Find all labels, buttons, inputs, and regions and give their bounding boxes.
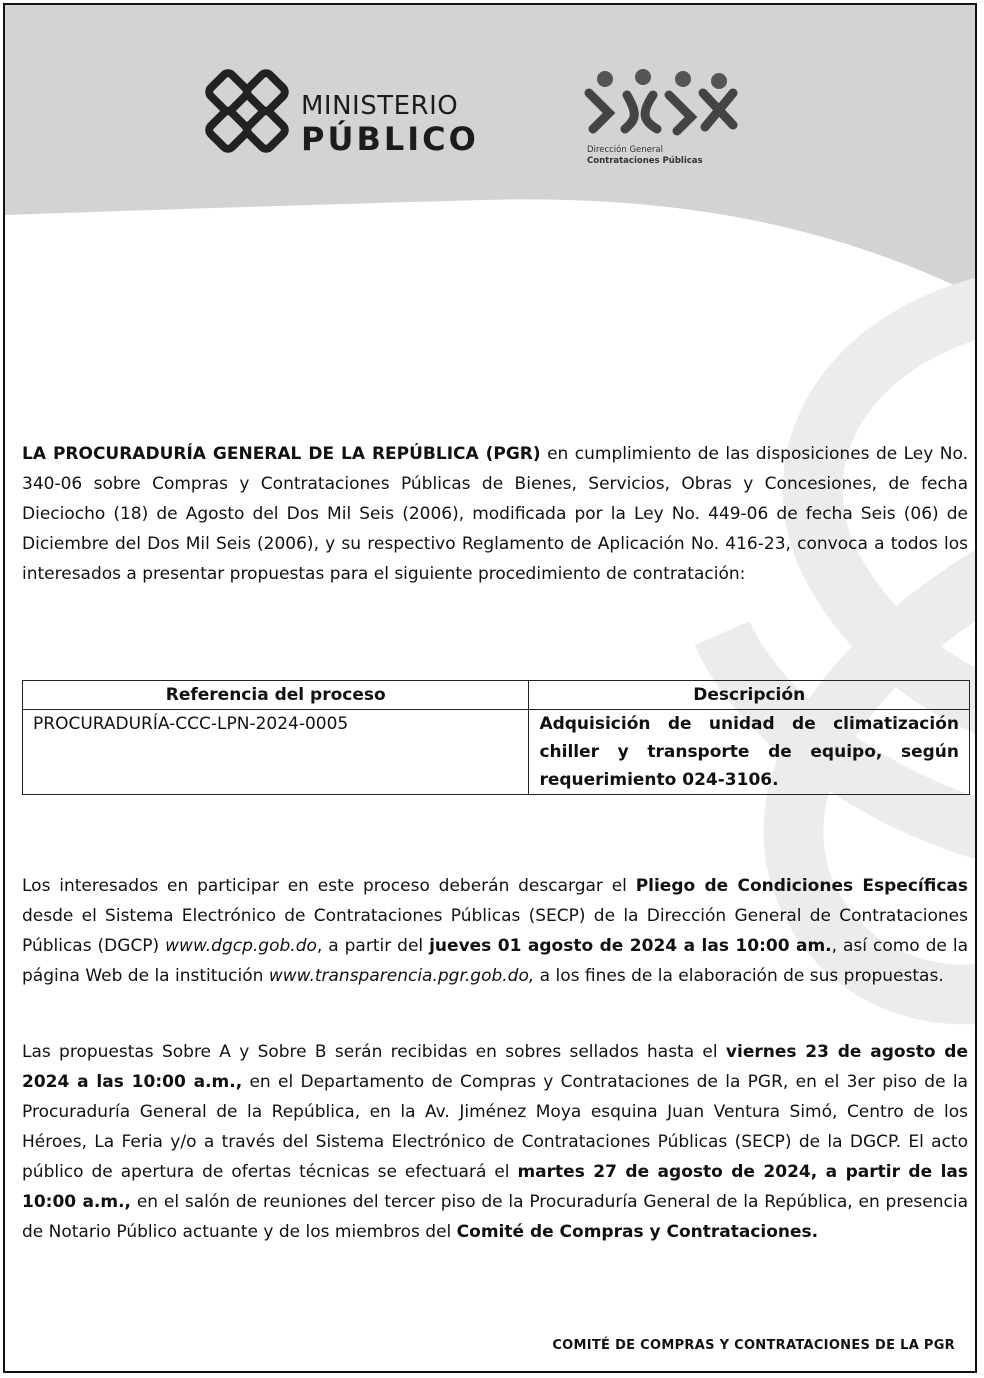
intro-text: en cumplimiento de las disposiciones de Ley No. 340-06 sobre Compras y Contrataciones Públicas de Bienes, Servicios, Obras y Concesiones, de fecha Dieciocho (18) de Agosto del Dos Mil Seis (2006), modificada por la Ley No. 449-06 de fecha Seis (06) de Diciembre del Dos Mil Seis (2006), y su respectivo Reglamento de Aplicación No. 416-23, convoca a todos los interesados a presentar propuestas para el siguiente procedimiento de contratación: — [22, 444, 968, 584]
p2-text-3: , a partir del — [316, 936, 430, 956]
ministerio-publico-logo — [199, 63, 499, 173]
p2-text-5: a los fines de la elaboración de sus propuestas. — [534, 966, 944, 986]
p3-bold-deadline: viernes 23 de agosto de 2024 a las 10:00 a.m., — [22, 1042, 969, 1092]
publico-text: PÚBLICO — [301, 120, 479, 158]
dgcp-line2: Contrataciones Públicas — [587, 156, 703, 166]
dgcp-logo — [583, 67, 753, 177]
ministerio-knot-icon — [199, 63, 295, 159]
cell-reference: PROCURADURÍA-CCC-LPN-2024-0005 — [23, 710, 529, 795]
table-header-row — [23, 681, 970, 710]
p3-text-1: Las propuestas Sobre A y Sobre B serán recibidas en sobres sellados hasta el — [22, 1042, 726, 1062]
p2-bold-pliego: Pliego de Condiciones Específicas — [635, 876, 969, 896]
p2-bold-date: jueves 01 agosto de 2024 a las 10:00 am. — [429, 936, 832, 956]
procurement-table — [22, 680, 970, 795]
p3-bold-opening: martes 27 de agosto de 2024, a partir de las 10:00 a.m., — [22, 1162, 968, 1212]
intro-org-name: LA PROCURADURÍA GENERAL DE LA REPÚBLICA (PGR) — [22, 444, 541, 464]
notice-frame — [3, 3, 977, 1373]
ministerio-text: MINISTERIO — [301, 91, 459, 121]
dgcp-url: www.dgcp.gob.do — [165, 936, 317, 956]
header-description: Descripción — [529, 681, 970, 710]
dgcp-figures-icon — [583, 67, 743, 139]
intro-paragraph — [22, 439, 968, 589]
dgcp-line1: Dirección General — [587, 145, 663, 155]
cell-description: Adquisición de unidad de climatización chiller y transporte de equipo, según requerimiento 024-3106. — [529, 710, 970, 795]
footer-signature: COMITÉ DE COMPRAS Y CONTRATACIONES DE LA PGR — [552, 1338, 955, 1353]
p3-text-3: en el salón de reuniones del tercer piso de la Procuraduría General de la República, en presencia de Notario Público actuante y de los miembros del — [22, 1192, 968, 1242]
header-reference: Referencia del proceso — [23, 681, 529, 710]
p3-text-2: en el Departamento de Compras y Contrataciones de la PGR, en el 3er piso de la Procuraduría General de la República, en la Av. Jiménez Moya esquina Juan Ventura Simó, Centro de los Héroes, La Feria y/o a través del Sistema Electrónico de Contrataciones Públicas (SECP) de la DGCP. El acto público de apertura de ofertas técnicas se efectuará el — [22, 1072, 968, 1182]
table-row — [23, 710, 970, 795]
p3-bold-committee: Comité de Compras y Contrataciones. — [456, 1222, 819, 1242]
p2-text-4: , así como de la página Web de la institución — [22, 936, 968, 986]
submission-paragraph — [22, 1037, 968, 1247]
download-paragraph — [22, 871, 968, 991]
transparencia-url: www.transparencia.pgr.gob.do, — [268, 966, 535, 986]
p2-text-2: desde el Sistema Electrónico de Contrataciones Públicas (SECP) de la Dirección General de Contrataciones Públicas (DGCP) — [22, 906, 968, 956]
p2-text-1: Los interesados en participar en este proceso deberán descargar el — [22, 876, 636, 896]
